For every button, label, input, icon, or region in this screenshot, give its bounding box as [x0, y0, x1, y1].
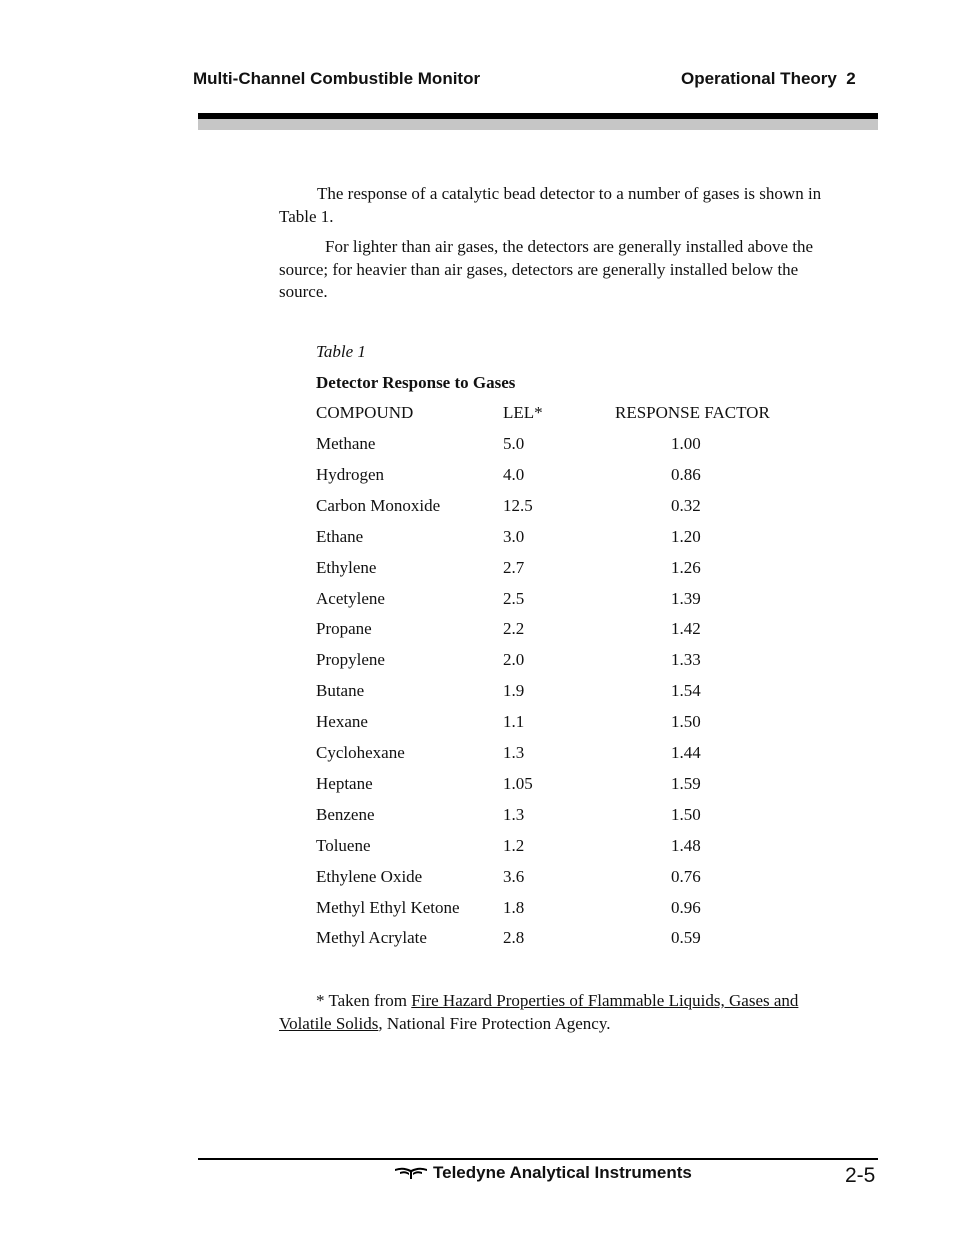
compound-cell: Heptane [316, 774, 373, 793]
table-row [316, 836, 836, 860]
page-number: 2-5 [845, 1164, 876, 1187]
table-row [316, 928, 836, 952]
lel-cell: 3.6 [503, 867, 525, 886]
lel-cell: 2.2 [503, 619, 525, 638]
lel-cell: 2.8 [503, 928, 525, 947]
response-factor-cell: 0.76 [671, 867, 701, 886]
column-header-response-factor: RESPONSE FACTOR [615, 403, 770, 422]
table-row [316, 743, 836, 767]
compound-cell: Ethylene [316, 558, 377, 577]
table-caption: Table 1 [316, 342, 366, 361]
compound-cell: Methyl Acrylate [316, 928, 427, 947]
response-factor-cell: 1.54 [671, 681, 701, 700]
body-paragraph-1 [279, 183, 849, 228]
table-row [316, 681, 836, 705]
table-row [316, 805, 836, 829]
table-row [316, 712, 836, 736]
footer-rule [198, 1158, 878, 1160]
response-factor-cell: 1.48 [671, 836, 701, 855]
compound-cell: Ethane [316, 527, 364, 546]
lel-cell: 1.3 [503, 805, 525, 824]
table-title: Detector Response to Gases [316, 373, 516, 392]
lel-cell: 2.7 [503, 558, 525, 577]
footnote-prefix: * Taken from [316, 991, 412, 1010]
compound-cell: Carbon Monoxide [316, 496, 441, 515]
running-header-chapter: Operational Theory 2 [681, 69, 856, 88]
lel-cell: 5.0 [503, 434, 525, 453]
table-row [316, 465, 836, 489]
lel-cell: 3.0 [503, 527, 525, 546]
response-factor-cell: 1.44 [671, 743, 701, 762]
compound-cell: Toluene [316, 836, 371, 855]
column-header-lel: LEL* [503, 403, 543, 422]
table-row [316, 496, 836, 520]
compound-cell: Propylene [316, 650, 385, 669]
response-factor-cell: 0.86 [671, 465, 701, 484]
table-row [316, 619, 836, 643]
response-factor-cell: 1.20 [671, 527, 701, 546]
table-row [316, 434, 836, 458]
table-row [316, 527, 836, 551]
lel-cell: 12.5 [503, 496, 533, 515]
compound-cell: Cyclohexane [316, 743, 405, 762]
lel-cell: 2.0 [503, 650, 525, 669]
lel-cell: 1.8 [503, 898, 525, 917]
footnote-suffix: , National Fire Protection Agency. [378, 1013, 611, 1033]
lel-cell: 1.1 [503, 712, 525, 731]
compound-cell: Benzene [316, 805, 375, 824]
footer-brand [394, 1163, 692, 1183]
response-factor-cell: 1.39 [671, 589, 701, 608]
response-factor-cell: 1.59 [671, 774, 701, 793]
body-paragraph-2-text: For lighter than air gases, the detectors are generally installed above the source; for heavier than air gases, detectors are generally installed below the source. [279, 237, 814, 301]
table-header-row [316, 403, 836, 427]
compound-cell: Ethylene Oxide [316, 867, 423, 886]
compound-cell: Hydrogen [316, 465, 384, 484]
lel-cell: 4.0 [503, 465, 525, 484]
response-factor-cell: 1.33 [671, 650, 701, 669]
compound-cell: Butane [316, 681, 365, 700]
lel-cell: 1.2 [503, 836, 525, 855]
response-factor-cell: 1.50 [671, 805, 701, 824]
response-factor-cell: 0.32 [671, 496, 701, 515]
response-factor-cell: 1.50 [671, 712, 701, 731]
response-factor-cell: 1.00 [671, 434, 701, 453]
teledyne-logo-icon [394, 1166, 428, 1180]
body-paragraph-2 [279, 236, 849, 304]
table-row [316, 558, 836, 582]
table-row [316, 650, 836, 674]
table-row [316, 589, 836, 613]
compound-cell: Hexane [316, 712, 368, 731]
compound-cell: Acetylene [316, 589, 385, 608]
footnote [279, 990, 849, 1035]
body-paragraph-1-text: The response of a catalytic bead detector to a number of gases is shown in Table 1. [279, 184, 822, 226]
footer-brand-text: Teledyne Analytical Instruments [433, 1163, 692, 1182]
response-factor-cell: 1.26 [671, 558, 701, 577]
response-factor-cell: 0.96 [671, 898, 701, 917]
response-factor-cell: 1.42 [671, 619, 701, 638]
running-header-title: Multi-Channel Combustible Monitor [193, 69, 481, 88]
lel-cell: 1.3 [503, 743, 525, 762]
lel-cell: 2.5 [503, 589, 525, 608]
column-header-compound: COMPOUND [316, 403, 414, 422]
table-row [316, 867, 836, 891]
lel-cell: 1.9 [503, 681, 525, 700]
table-row [316, 898, 836, 922]
header-rule-shadow [198, 119, 878, 130]
compound-cell: Propane [316, 619, 372, 638]
footnote-source-title: Fire Hazard Properties of Flammable Liquids, Gases and Volatile Solids [279, 991, 799, 1033]
compound-cell: Methane [316, 434, 376, 453]
response-factor-cell: 0.59 [671, 928, 701, 947]
compound-cell: Methyl Ethyl Ketone [316, 898, 460, 917]
table-row [316, 774, 836, 798]
lel-cell: 1.05 [503, 774, 533, 793]
